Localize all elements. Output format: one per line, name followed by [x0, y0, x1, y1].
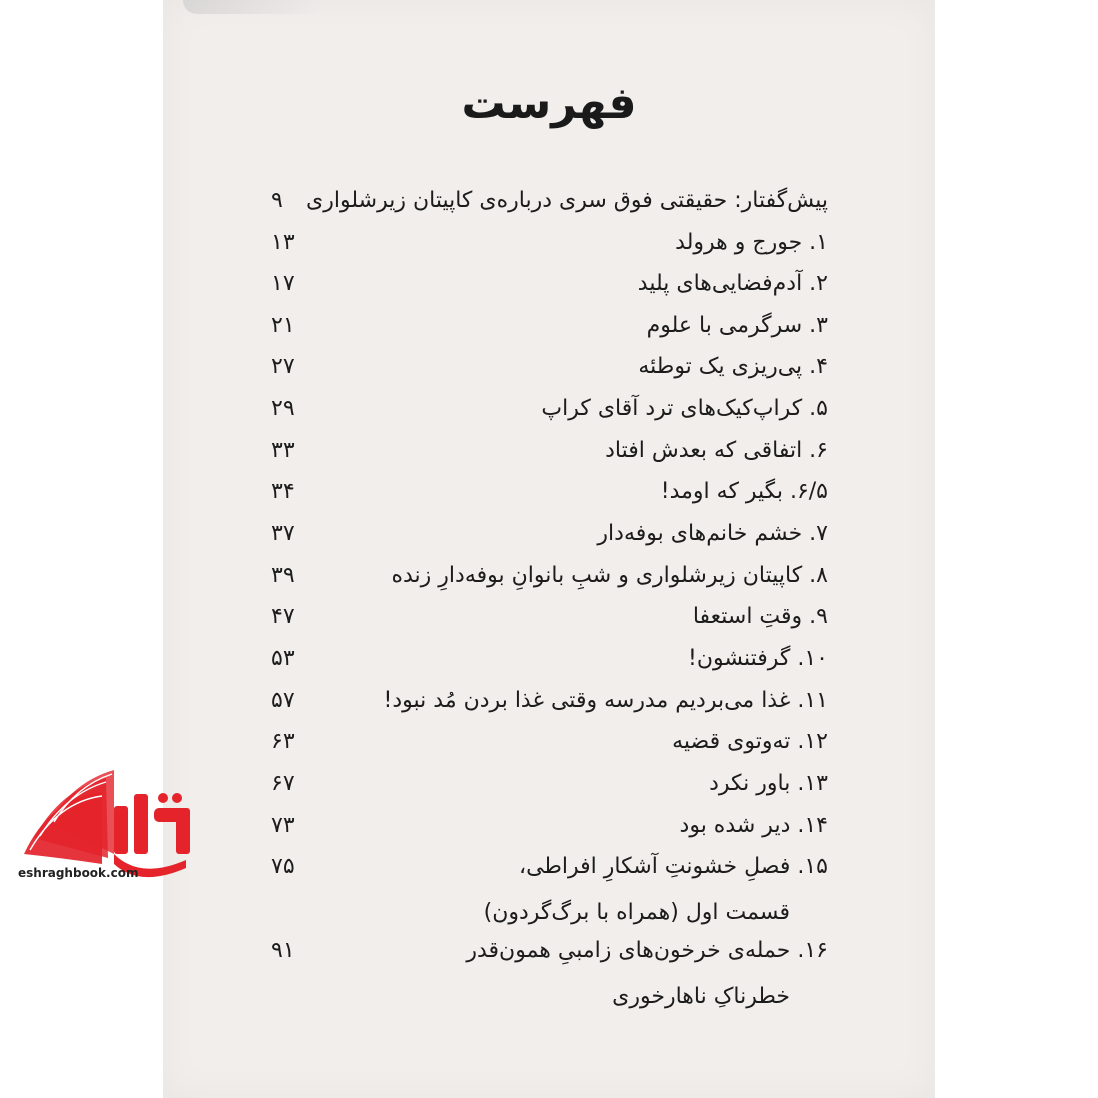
toc-entry-label: ۹. وقتِ استعفا	[692, 604, 828, 629]
toc-entry-continuation: خطرناکِ ناهارخوری	[612, 984, 790, 1009]
toc-entry-label: ۱۳. باور نکرد	[709, 771, 828, 796]
toc-entry-page: ۶۷	[271, 771, 295, 796]
toc-entry	[163, 431, 935, 471]
toc-entry-label: ۷. خشم خانم‌های بوفه‌دار	[597, 521, 828, 546]
toc-entry-label: ۲. آدم‌فضایی‌های پلید	[637, 271, 828, 296]
toc-entry-label: ۱۰. گرفتنشون!	[688, 646, 828, 671]
toc-entry-page: ۱۷	[271, 271, 295, 296]
toc-entry	[163, 223, 935, 263]
toc-entry-page: ۱۳	[271, 230, 295, 255]
toc-entry-page: ۲۹	[271, 396, 295, 421]
toc-entry-continuation: قسمت اول (همراه با برگ‌گردون)	[483, 900, 790, 925]
toc-entry-page: ۷۵	[271, 854, 295, 879]
toc-entry-page: ۵۷	[271, 688, 295, 713]
toc-entry-label: ۱۲. ته‌وتوی قضیه	[672, 729, 828, 754]
toc-entry	[163, 472, 935, 512]
toc-entry-label: ۱۴. دیر شده بود	[679, 813, 828, 838]
toc-entry-page: ۳۴	[271, 479, 295, 504]
toc-entry-label: ۱. جورج و هرولد	[675, 230, 828, 255]
toc-entry	[163, 556, 935, 596]
book-pages-icon	[24, 770, 114, 864]
toc-entry	[163, 597, 935, 637]
toc-entry	[163, 722, 935, 762]
toc-title: فهرست	[461, 78, 637, 129]
toc-entry-page: ۳۳	[271, 438, 295, 463]
toc-entry	[163, 306, 935, 346]
toc-entry	[163, 681, 935, 721]
book-page	[163, 0, 935, 1098]
toc-entry	[163, 931, 935, 1009]
toc-entry-page: ۴۷	[271, 604, 295, 629]
toc-entry-page: ۶۳	[271, 729, 295, 754]
toc-entry	[163, 806, 935, 846]
toc-entry-label: ۱۶. حمله‌ی خرخون‌های زامبیِ همون‌قدر	[466, 938, 828, 963]
toc-entry-page: ۳۹	[271, 563, 295, 588]
toc-entry-page: ۷۳	[271, 813, 295, 838]
toc-entry-label: ۶. اتفاقی که بعدش افتاد	[605, 438, 828, 463]
toc-entry-label: ۱۵. فصلِ خشونتِ آشکارِ افراطی،	[518, 854, 828, 879]
toc-entry-page: ۲۷	[271, 354, 295, 379]
toc-entry	[163, 347, 935, 387]
toc-entry-page: ۳۷	[271, 521, 295, 546]
toc-entry-label: ۵. کراپ‌کیک‌های ترد آقای کراپ	[541, 396, 828, 421]
toc-entry-label: پیش‌گفتار: حقیقتی فوق سری درباره‌ی کاپیتان زیرشلواری	[306, 188, 828, 213]
toc-entry-page: ۹	[271, 188, 283, 213]
toc-entry-label: ۶/۵. بگیر که اومد!	[660, 479, 828, 504]
toc-entry	[163, 389, 935, 429]
eshragh-wordmark	[114, 793, 190, 877]
toc-entry-page: ۹۱	[271, 938, 295, 963]
watermark-site: eshraghbook.com	[18, 866, 139, 880]
toc-entry-page: ۲۱	[271, 313, 295, 338]
toc-entry	[163, 764, 935, 804]
toc-entry-label: ۸. کاپیتان زیرشلواری و شبِ بانوانِ بوفه‌دارِ زنده	[391, 563, 828, 588]
toc-entry	[163, 639, 935, 679]
toc-entry-label: ۱۱. غذا می‌بردیم مدرسه وقتی غذا بردن مُد نبود!	[383, 688, 828, 713]
page-smudge	[183, 0, 323, 14]
toc-entry-label: ۳. سرگرمی با علوم	[646, 313, 828, 338]
toc-entry-page: ۵۳	[271, 646, 295, 671]
toc-entry	[163, 181, 935, 221]
toc-entry	[163, 514, 935, 554]
toc-entry	[163, 264, 935, 304]
toc-entry	[163, 847, 935, 925]
toc-entry-label: ۴. پی‌ریزی یک توطئه	[638, 354, 828, 379]
